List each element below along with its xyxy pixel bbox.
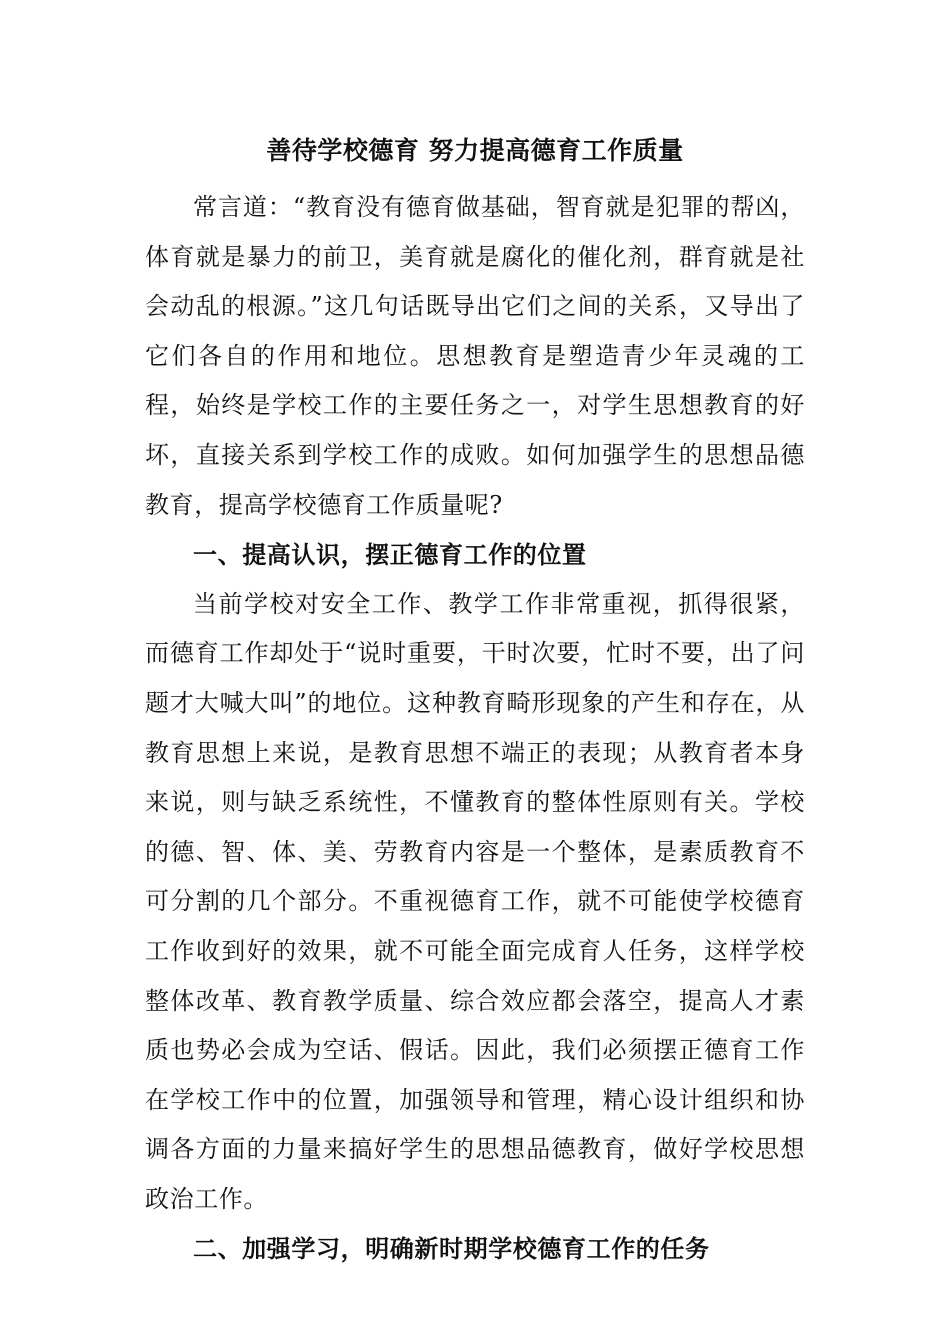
document-body xyxy=(145,133,805,1274)
intro-paragraph: 常言道：“教育没有德育做基础，智育就是犯罪的帮凶，体育就是暴力的前卫，美育就是腐化的催化剂，群育就是社会动乱的根源。”这几句话既导出它们之间的关系，又导出了它们各自的作用和地位。思想教育是塑造青少年灵魂的工程，始终是学校工作的主要任务之一，对学生思想教育的好坏，直接关系到学校工作的成败。如何加强学生的思想品德教育，提高学校德育工作质量呢? xyxy=(145,193,805,519)
section-heading-1: 一、提高认识，摆正德育工作的位置 xyxy=(193,540,587,570)
document-title: 善待学校德育 努力提高德育工作质量 xyxy=(266,136,684,165)
section-heading-2: 二、加强学习，明确新时期学校德育工作的任务 xyxy=(193,1234,710,1264)
section-1-paragraph: 当前学校对安全工作、教学工作非常重视，抓得很紧，而德育工作却处于“说时重要，干时次要，忙时不要，出了问题才大喊大叫”的地位。这种教育畸形现象的产生和存在，从教育思想上来说，是教育思想不端正的表现；从教育者本身来说，则与缺乏系统性，不懂教育的整体性原则有关。学校的德、智、体、美、劳教育内容是一个整体，是素质教育不可分割的几个部分。不重视德育工作，就不可能使学校德育工作收到好的效果，就不可能全面完成育人任务，这样学校整体改革、教育教学质量、综合效应都会落空，提高人才素质也势必会成为空话、假话。因此，我们必须摆正德育工作在学校工作中的位置，加强领导和管理，精心设计组织和协调各方面的力量来搞好学生的思想品德教育，做好学校思想政治工作。 xyxy=(145,589,805,1213)
